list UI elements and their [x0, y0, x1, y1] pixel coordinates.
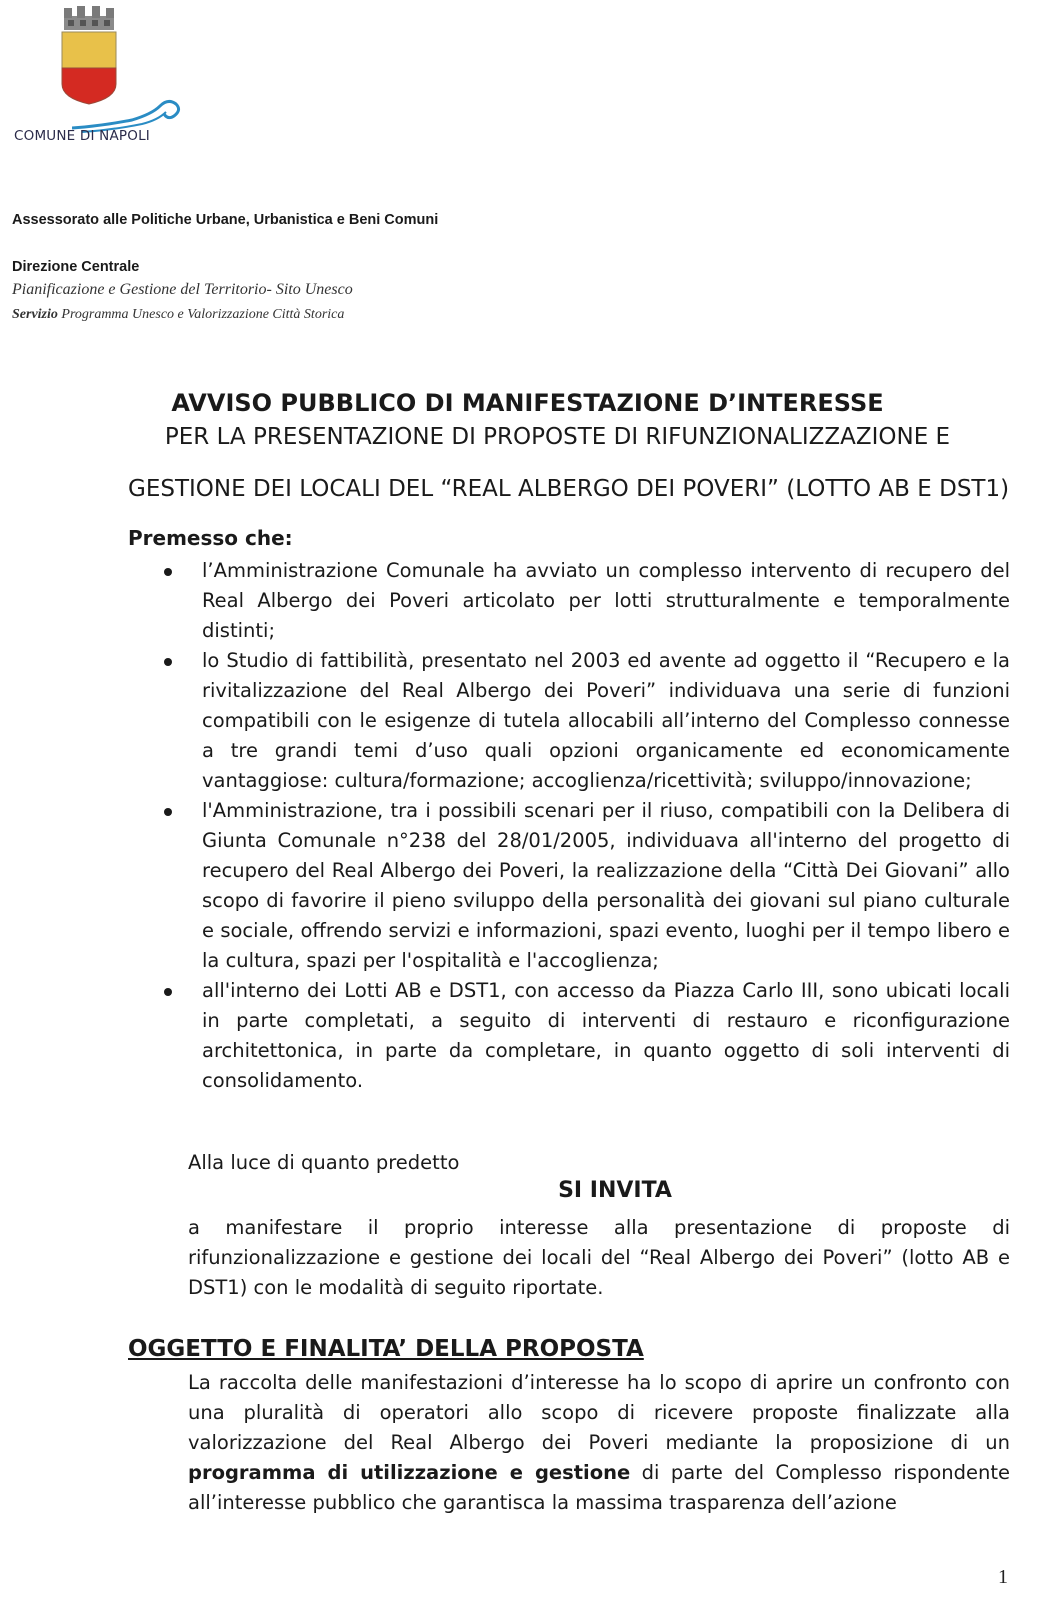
direction-subtitle: Pianificazione e Gestione del Territorio- Sito Unesco	[12, 281, 353, 298]
department-name: Assessorato alle Politiche Urbane, Urbanistica e Beni Comuni	[12, 212, 439, 228]
service-label: Servizio	[12, 307, 58, 322]
invito-intro: Alla luce di quanto predetto	[188, 1151, 460, 1174]
bullet-icon	[164, 808, 172, 816]
list-item	[128, 976, 1010, 1096]
list-item-text: lo Studio di fattibilità, presentato nel 2003 ed avente ad oggetto il “Recupero e la rivitalizzazione del Real Albergo dei Poveri” individuava una serie di funzioni compatibili con le esigenze di tutela allocabili all’interno del Complesso connesse a tre grandi temi d’uso quali opzioni organicamente ed economicamente vantaggiose: cultura/formazione; accoglienza/ricettività; sviluppo/innovazione;	[202, 649, 1010, 792]
oggetto-text	[188, 1368, 1010, 1518]
notice-subtitle-line2: GESTIONE DEI LOCALI DEL “REAL ALBERGO DEI POVERI” (LOTTO AB E DST1)	[128, 476, 1010, 502]
list-item	[128, 646, 1010, 796]
service-name	[12, 307, 344, 323]
bullet-icon	[164, 658, 172, 666]
invito-text: a manifestare il proprio interesse alla presentazione di proposte di rifunzionalizzazione e gestione dei locali del “Real Albergo dei Poveri” (lotto AB e DST1) con le modalità di seguito riportate.	[188, 1216, 1010, 1299]
oggetto-text-part1: La raccolta delle manifestazioni d’interesse ha lo scopo di aprire un confronto con una pluralità di operatori allo scopo di ricevere proposte finalizzate alla valorizzazione del Real Albergo dei Poveri mediante la proposizione di un	[188, 1371, 1010, 1454]
notice-title: AVVISO PUBBLICO DI MANIFESTAZIONE D’INTERESSE	[171, 389, 884, 417]
premesso-heading: Premesso che:	[128, 526, 293, 550]
invito-heading: SI INVITA	[558, 1178, 672, 1203]
bullet-icon	[164, 568, 172, 576]
crest-icon	[56, 6, 122, 106]
notice-subtitle-line1: PER LA PRESENTAZIONE DI PROPOSTE DI RIFUNZIONALIZZAZIONE E	[164, 424, 951, 450]
direction-name: Direzione Centrale	[12, 259, 140, 275]
bullet-icon	[164, 988, 172, 996]
list-item-text: l'Amministrazione, tra i possibili scenari per il riuso, compatibili con la Delibera di Giunta Comunale n°238 del 28/01/2005, individuava all'interno del progetto di recupero del Real Albergo dei Poveri, la realizzazione della “Città Dei Giovani” allo scopo di favorire il pieno sviluppo della personalità dei giovani sul piano culturale e sociale, offrendo servizi e informazioni, spazi evento, luoghi per il tempo libero e la cultura, spazi per l'ospitalità e l'accoglienza;	[202, 799, 1010, 972]
list-item-text: all'interno dei Lotti AB e DST1, con accesso da Piazza Carlo III, sono ubicati locali in parte completati, a seguito di interventi di restauro e riconfigurazione architettonica, in parte da completare, in quanto oggetto di soli interventi di consolidamento.	[202, 979, 1010, 1092]
logo-text: COMUNE DI NAPOLI	[14, 128, 150, 144]
list-item	[128, 796, 1010, 976]
premesso-list	[128, 556, 1010, 1096]
page-number: 1	[998, 1566, 1008, 1588]
oggetto-text-part2: di parte del Complesso rispondente all’interesse pubblico che garantisca la massima trasparenza dell’azione	[188, 1461, 1010, 1514]
service-description: Programma Unesco e Valorizzazione Città Storica	[61, 307, 345, 322]
list-item-text: l’Amministrazione Comunale ha avviato un complesso intervento di recupero del Real Albergo dei Poveri articolato per lotti strutturalmente e temporalmente distinti;	[202, 559, 1010, 642]
comune-di-napoli-logo	[12, 6, 182, 146]
oggetto-text-bold: programma di utilizzazione e gestione	[188, 1461, 631, 1484]
list-item	[128, 556, 1010, 646]
section-heading-oggetto: OGGETTO E FINALITA’ DELLA PROPOSTA	[128, 1336, 644, 1362]
